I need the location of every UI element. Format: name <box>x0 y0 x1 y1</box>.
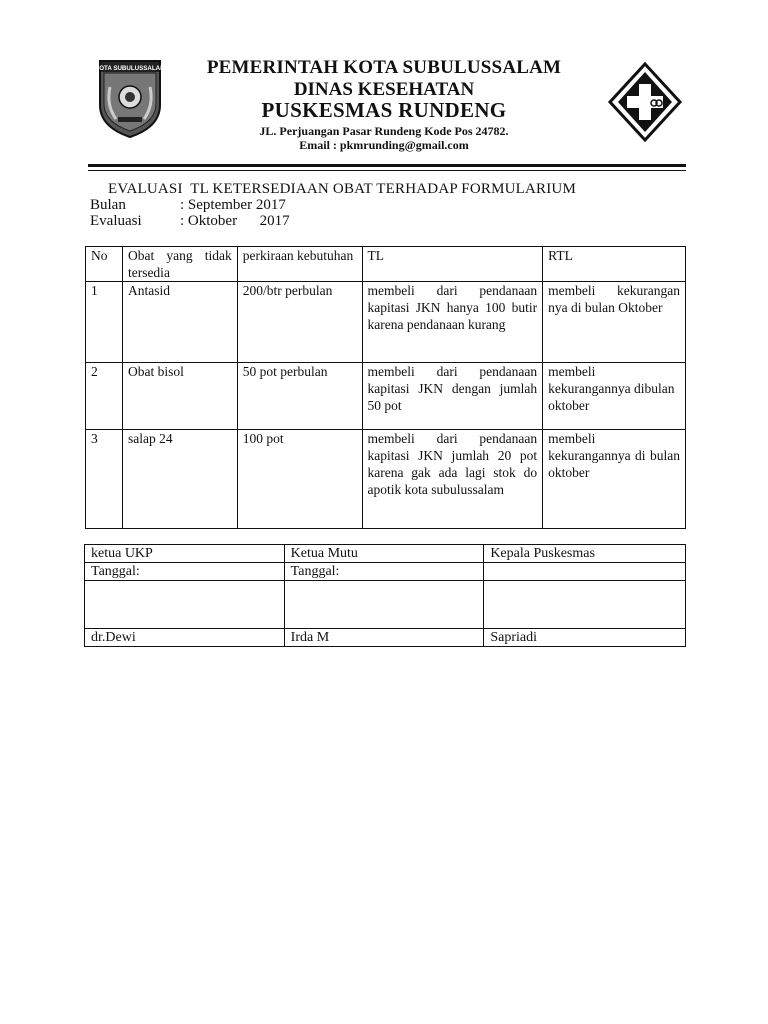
row-rtl: membeli kekurangannya dibulan oktober <box>543 363 686 430</box>
signature-title-row <box>85 545 686 563</box>
evaluasi-label: Evaluasi <box>90 213 142 229</box>
table-row <box>86 430 686 529</box>
row-kebutuhan: 200/btr perbulan <box>237 282 362 363</box>
signature-name-row <box>85 629 686 647</box>
header-department-line: DINAS KESEHATAN <box>293 79 475 100</box>
signature-space <box>284 581 484 629</box>
row-no: 1 <box>86 282 123 363</box>
row-kebutuhan: 100 pot <box>237 430 362 529</box>
date-mutu: Tanggal: <box>284 563 484 581</box>
row-rtl: membeli kekurangan nya di bulan Oktober <box>543 282 686 363</box>
header-address: JL. Perjuangan Pasar Rundeng Kode Pos 24782. <box>259 124 509 138</box>
signature-space-row <box>85 581 686 629</box>
header-kebutuhan: perkiraan kebutuhan <box>237 247 362 282</box>
signer-title-ukp: ketua UKP <box>85 545 285 563</box>
date-ukp: Tanggal: <box>85 563 285 581</box>
row-tl: membeli dari pendanaan kapitasi JKN hanya 100 butir karena pendanaan kurang <box>362 282 543 363</box>
header-tl: TL <box>362 247 543 282</box>
signature-table <box>84 544 686 647</box>
document-title: EVALUASI TL KETERSEDIAAN OBAT TERHADAP FORMULARIUM <box>108 181 577 197</box>
header-rtl: RTL <box>543 247 686 282</box>
header-divider-thick <box>88 164 686 167</box>
signer-name-mutu: Irda M <box>284 629 484 647</box>
puskesmas-logo <box>606 60 684 144</box>
row-no: 2 <box>86 363 123 430</box>
header-obat: Obat yang tidak tersedia <box>122 247 237 282</box>
row-kebutuhan: 50 pot perbulan <box>237 363 362 430</box>
signature-space <box>484 581 686 629</box>
row-no: 3 <box>86 430 123 529</box>
table-row <box>86 282 686 363</box>
header-puskesmas-line: PUSKESMAS RUNDENG <box>261 98 507 122</box>
signer-title-kepala: Kepala Puskesmas <box>484 545 686 563</box>
logo-text: KOTA SUBULUSSALAM <box>96 65 164 72</box>
signature-space <box>85 581 285 629</box>
header-divider-thin <box>88 170 686 171</box>
signer-title-mutu: Ketua Mutu <box>284 545 484 563</box>
row-tl: membeli dari pendanaan kapitasi JKN jumlah 20 pot karena gak ada lagi stok do apotik kota subulussalam <box>362 430 543 529</box>
row-tl: membeli dari pendanaan kapitasi JKN dengan jumlah 50 pot <box>362 363 543 430</box>
city-emblem-logo <box>96 57 164 139</box>
evaluasi-value: : Oktober 2017 <box>180 213 290 229</box>
bulan-label: Bulan <box>90 197 126 213</box>
bulan-value: : September 2017 <box>180 197 286 213</box>
table-row <box>86 363 686 430</box>
header-government-line: PEMERINTAH KOTA SUBULUSSALAM <box>206 57 562 78</box>
header-no: No <box>86 247 123 282</box>
row-obat: Antasid <box>122 282 237 363</box>
signer-name-kepala: Sapriadi <box>484 629 686 647</box>
header-email: Email : pkmrunding@gmail.com <box>299 138 469 152</box>
row-obat: Obat bisol <box>122 363 237 430</box>
row-rtl: membeli kekurangannya di bulan oktober <box>543 430 686 529</box>
signature-date-row <box>85 563 686 581</box>
row-obat: salap 24 <box>122 430 237 529</box>
signer-name-ukp: dr.Dewi <box>85 629 285 647</box>
evaluation-table <box>85 246 686 529</box>
date-kepala <box>484 563 686 581</box>
table-header-row <box>86 247 686 282</box>
